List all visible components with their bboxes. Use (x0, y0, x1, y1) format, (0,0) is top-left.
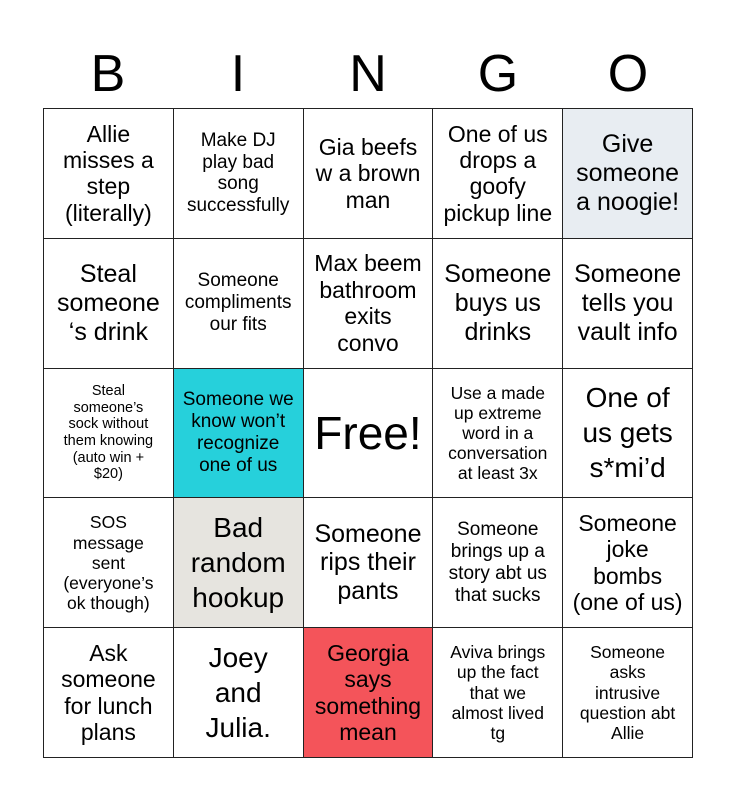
bingo-cell-free[interactable]: Free! (304, 369, 434, 499)
bingo-grid (43, 108, 693, 758)
bingo-cell-r4c1[interactable]: SOS message sent (everyone’s ok though) (44, 498, 174, 628)
bingo-cell-r4c5[interactable]: Someone joke bombs (one of us) (563, 498, 693, 628)
header-letter-i: I (230, 45, 246, 103)
bingo-cell-r1c2[interactable]: Make DJ play bad song successfully (174, 109, 304, 239)
bingo-cell-r3c5[interactable]: One of us gets s*mi’d (563, 369, 693, 499)
bingo-cell-r2c4[interactable]: Someone buys us drinks (433, 239, 563, 369)
bingo-cell-r2c1[interactable]: Steal someone ‘s drink (44, 239, 174, 369)
bingo-cell-r2c5[interactable]: Someone tells you vault info (563, 239, 693, 369)
bingo-cell-r3c2[interactable]: Someone we know won’t recognize one of us (174, 369, 304, 499)
bingo-cell-r4c3[interactable]: Someone rips their pants (304, 498, 434, 628)
bingo-header (43, 40, 693, 108)
bingo-cell-r1c3[interactable]: Gia beefs w a brown man (304, 109, 434, 239)
bingo-cell-r1c4[interactable]: One of us drops a goofy pickup line (433, 109, 563, 239)
bingo-cell-r1c5[interactable]: Give someone a noogie! (563, 109, 693, 239)
bingo-cell-r1c1[interactable]: Allie misses a step (literally) (44, 109, 174, 239)
bingo-cell-r4c2[interactable]: Bad random hookup (174, 498, 304, 628)
bingo-cell-r5c2[interactable]: Joey and Julia. (174, 628, 304, 758)
bingo-cell-r4c4[interactable]: Someone brings up a story abt us that sucks (433, 498, 563, 628)
bingo-cell-r2c2[interactable]: Someone compliments our fits (174, 239, 304, 369)
header-letter-o: O (607, 45, 649, 103)
bingo-cell-r5c3[interactable]: Georgia says something mean (304, 628, 434, 758)
bingo-cell-r5c5[interactable]: Someone asks intrusive question abt Allie (563, 628, 693, 758)
bingo-cell-r3c1[interactable]: Steal someone’s sock without them knowing (auto win + $20) (44, 369, 174, 499)
header-letter-n: N (349, 45, 387, 103)
bingo-cell-r5c1[interactable]: Ask someone for lunch plans (44, 628, 174, 758)
bingo-cell-r2c3[interactable]: Max beem bathroom exits convo (304, 239, 434, 369)
header-letter-g: G (477, 45, 519, 103)
header-letter-b: B (90, 45, 126, 103)
bingo-cell-r5c4[interactable]: Aviva brings up the fact that we almost lived tg (433, 628, 563, 758)
bingo-cell-r3c4[interactable]: Use a made up extreme word in a conversation at least 3x (433, 369, 563, 499)
